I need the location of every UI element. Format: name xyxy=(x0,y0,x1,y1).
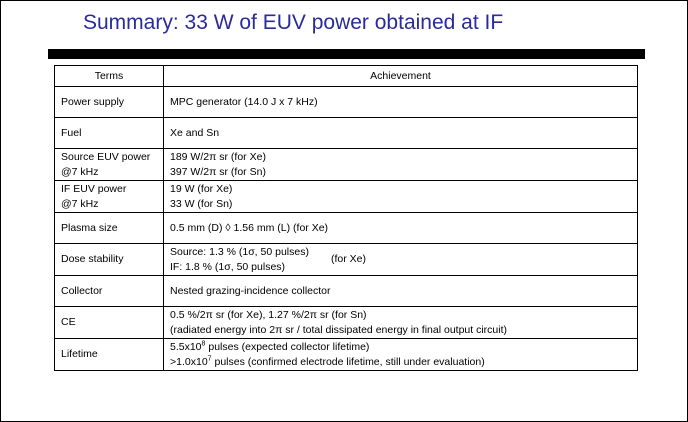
achievement-text: 0.5 %/2π sr (for Xe), 1.27 %/2π sr (for Sn) xyxy=(170,308,367,321)
row-fuel xyxy=(55,118,638,149)
row-power-supply xyxy=(55,87,638,118)
achievement-cell xyxy=(164,87,638,118)
achievement-cell xyxy=(164,213,638,244)
row-plasma-size xyxy=(55,213,638,244)
achievement-cell xyxy=(164,307,638,339)
header-achievement: Achievement xyxy=(164,66,638,87)
table-header-row xyxy=(55,66,638,87)
row-dose-stability xyxy=(55,244,638,276)
term-text: Dose stability xyxy=(61,253,124,265)
term-text: Lifetime xyxy=(61,348,98,360)
title-divider-bar xyxy=(48,49,645,59)
term-cell xyxy=(55,339,164,371)
achievement-text: Xe and Sn xyxy=(170,126,220,139)
term-cell xyxy=(55,87,164,118)
achievement-cell xyxy=(164,276,638,307)
achievement-text: (radiated energy into 2π sr / total dissipated energy in final output circuit) xyxy=(170,323,508,336)
term-text: @7 kHz xyxy=(61,197,99,210)
lifetime-line xyxy=(170,355,631,370)
achievement-text: 189 W/2π sr (for Xe) xyxy=(170,150,266,163)
row-if-euv-power xyxy=(55,181,638,213)
lifetime-exponent: 7 xyxy=(207,355,212,362)
term-text: IF EUV power xyxy=(61,182,127,195)
term-cell xyxy=(55,276,164,307)
lifetime-line xyxy=(170,340,631,355)
achievement-text: MPC generator (14.0 J x 7 kHz) xyxy=(170,95,318,108)
term-text: CE xyxy=(61,316,76,328)
dose-note: (for Xe) xyxy=(330,253,366,265)
lifetime-base: 5.5x10 xyxy=(170,340,202,353)
term-text: Plasma size xyxy=(61,221,118,234)
term-text: Collector xyxy=(61,284,103,297)
summary-table xyxy=(54,65,638,371)
achievement-text: 33 W (for Sn) xyxy=(170,197,233,210)
term-cell xyxy=(55,244,164,276)
achievement-cell xyxy=(164,339,638,371)
term-text: Power supply xyxy=(61,95,125,108)
lifetime-rest: pulses (confirmed electrode lifetime, still under evaluation) xyxy=(211,355,485,368)
achievement-cell xyxy=(164,118,638,149)
achievement-text: Nested grazing-incidence collector xyxy=(170,284,331,297)
achievement-text: 19 W (for Xe) xyxy=(170,182,233,195)
header-terms: Terms xyxy=(55,66,164,87)
row-ce xyxy=(55,307,638,339)
row-lifetime xyxy=(55,339,638,371)
term-cell xyxy=(55,149,164,181)
row-collector xyxy=(55,276,638,307)
term-text: Fuel xyxy=(61,126,82,139)
achievement-cell xyxy=(164,149,638,181)
achievement-text: 0.5 mm (D) ◊ 1.56 mm (L) (for Xe) xyxy=(170,221,329,234)
term-cell xyxy=(55,118,164,149)
slide-title: Summary: 33 W of EUV power obtained at IF xyxy=(83,11,504,34)
term-text: Source EUV power xyxy=(61,150,151,163)
term-cell xyxy=(55,181,164,213)
row-source-euv-power xyxy=(55,149,638,181)
lifetime-rest: pulses (expected collector lifetime) xyxy=(205,340,370,353)
achievement-text: IF: 1.8 % (1σ, 50 pulses) xyxy=(170,260,286,273)
achievement-cell xyxy=(164,181,638,213)
lifetime-exponent: 8 xyxy=(201,340,206,347)
term-text: @7 kHz xyxy=(61,165,99,178)
achievement-cell xyxy=(164,244,638,276)
lifetime-base: >1.0x10 xyxy=(170,355,208,368)
term-cell xyxy=(55,307,164,339)
achievement-text: 397 W/2π sr (for Sn) xyxy=(170,165,266,178)
achievement-text: Source: 1.3 % (1σ, 50 pulses) xyxy=(170,245,309,258)
term-cell xyxy=(55,213,164,244)
